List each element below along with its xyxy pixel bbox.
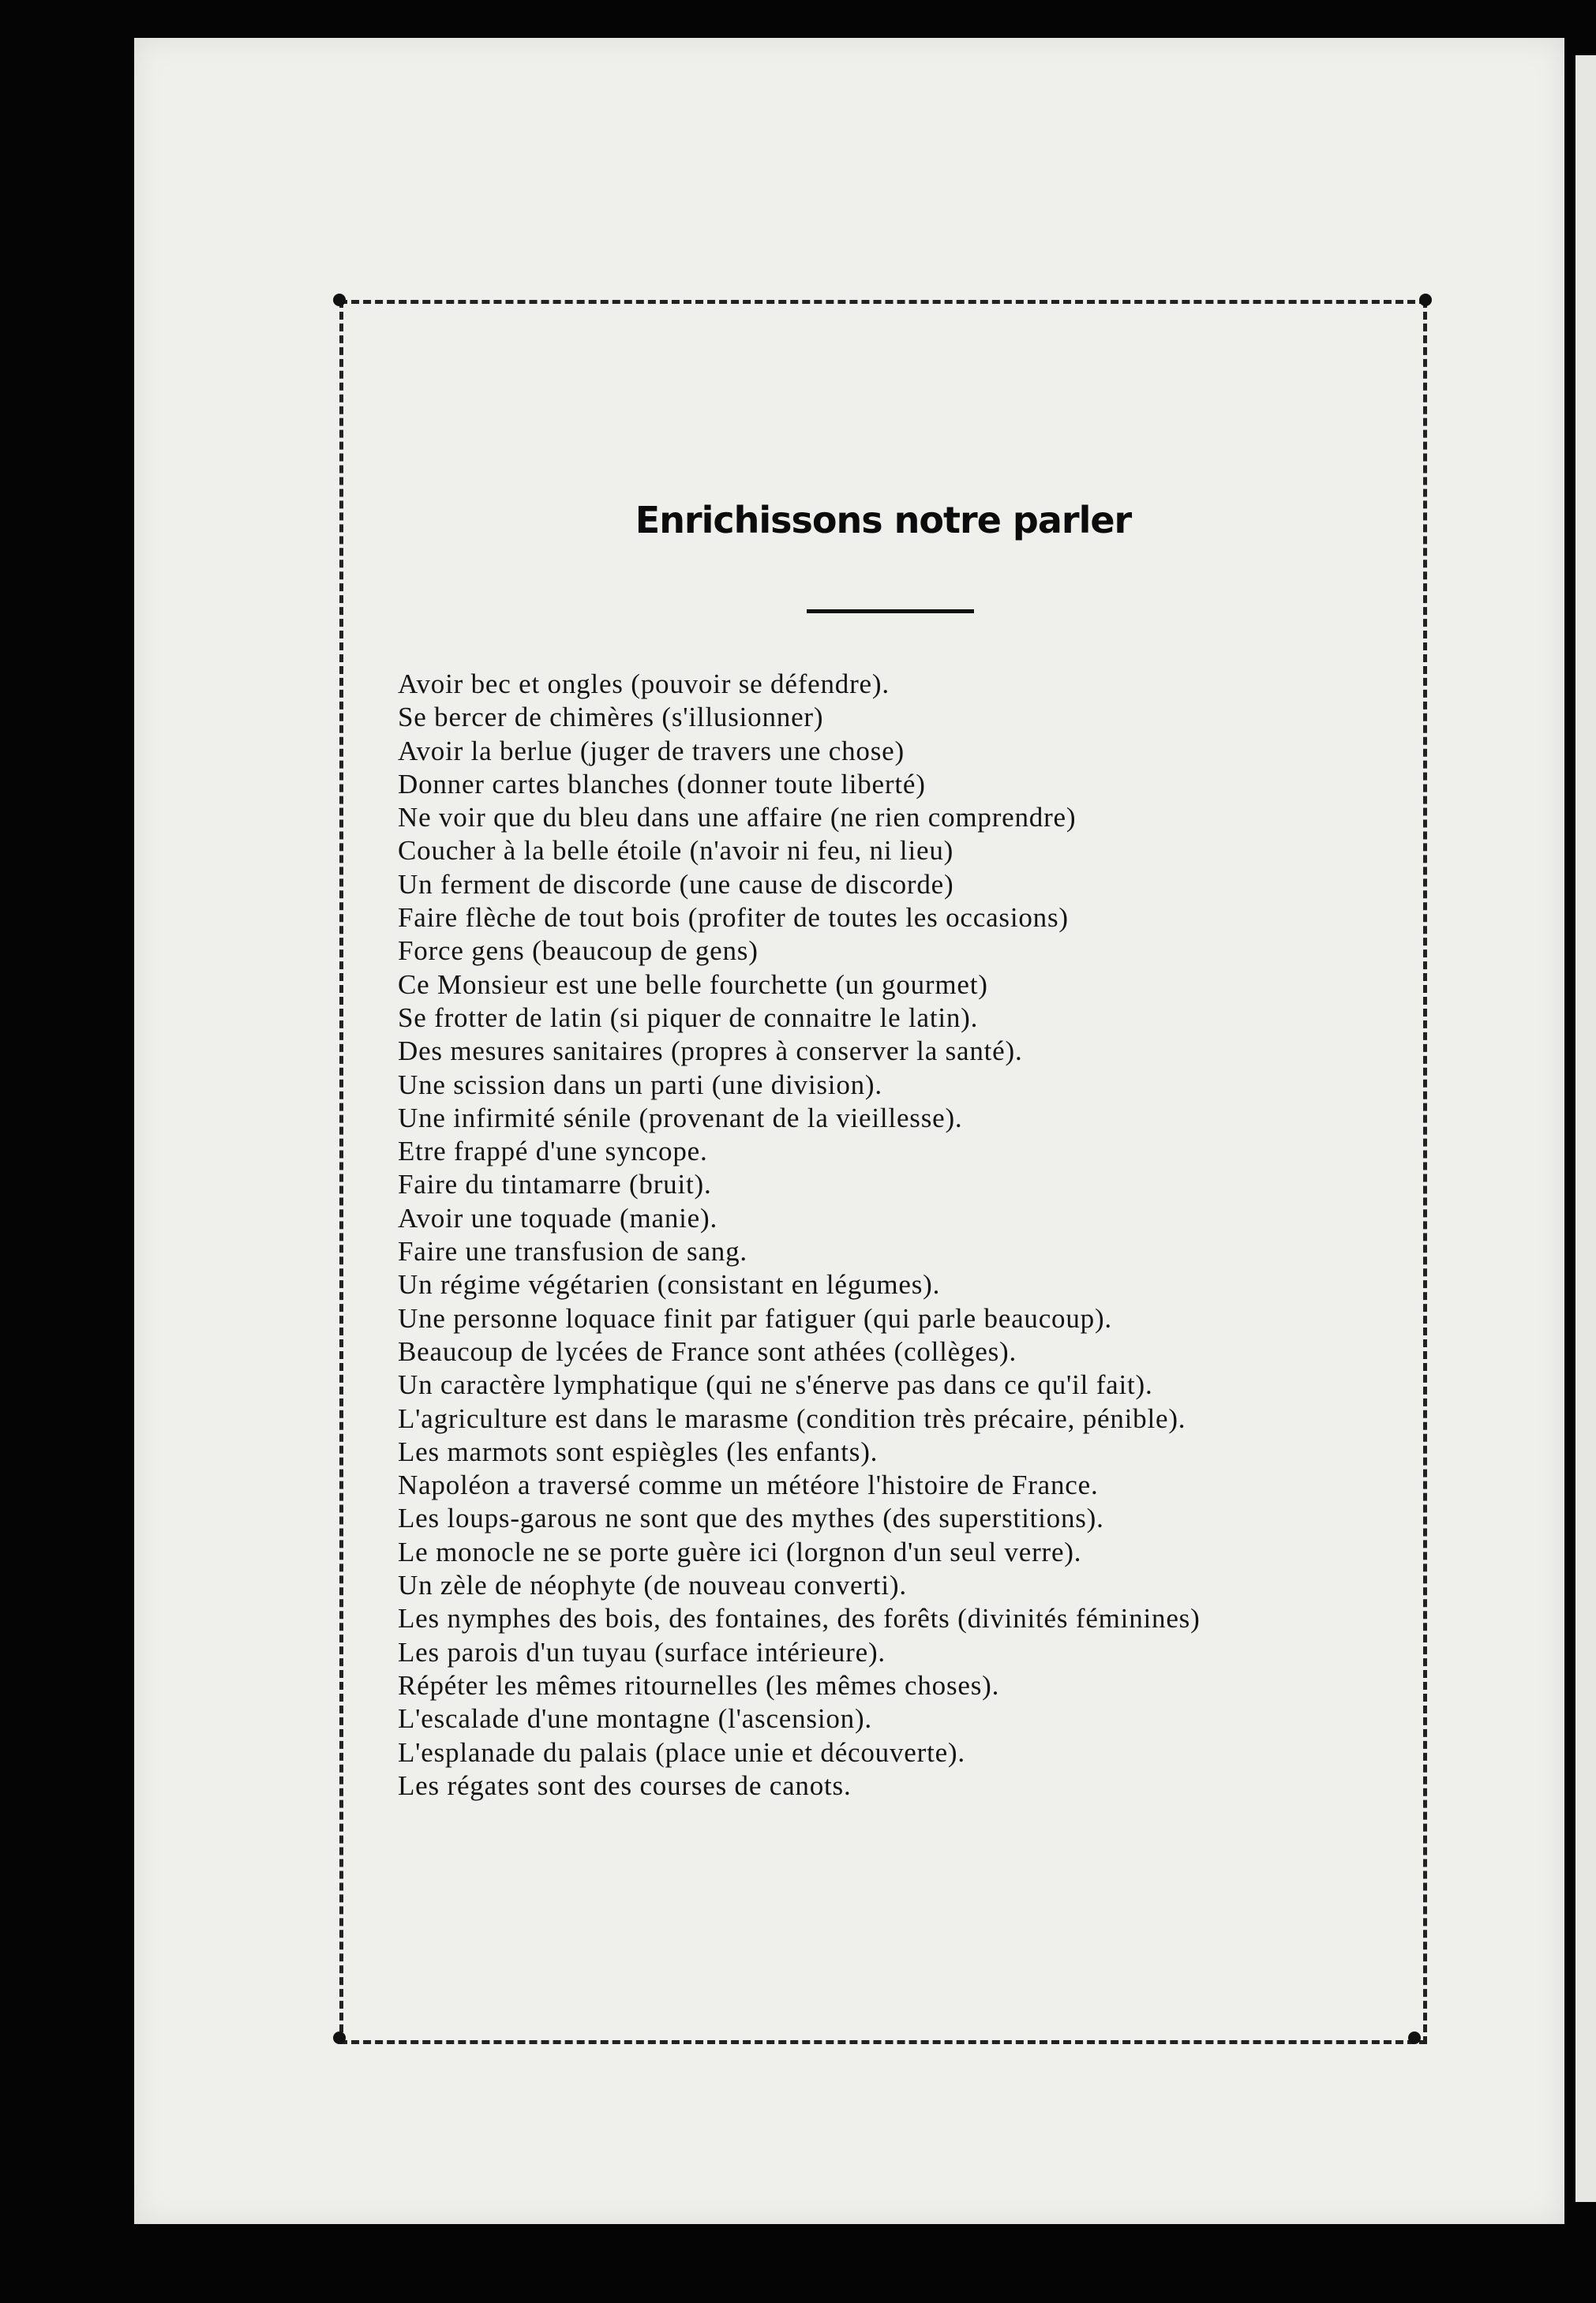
- expression-line: Se bercer de chimères (s'illusionner): [398, 702, 824, 733]
- expression-line: Faire flèche de tout bois (profiter de toutes les occasions): [398, 902, 1069, 934]
- expression-line: Se frotter de latin (si piquer de connaitre le latin).: [398, 1002, 979, 1033]
- corner-ornament: [1408, 2032, 1421, 2044]
- corner-ornament: [1419, 294, 1432, 306]
- expression-line: Force gens (beaucoup de gens): [398, 935, 759, 967]
- expression-line: Faire une transfusion de sang.: [398, 1236, 747, 1268]
- expression-line: Ce Monsieur est une belle fourchette (un gourmet): [398, 968, 988, 1000]
- expression-line: Faire du tintamarre (bruit).: [398, 1169, 712, 1200]
- expression-line: Avoir une toquade (manie).: [398, 1202, 718, 1234]
- expression-line: Une scission dans un parti (une division).: [398, 1069, 882, 1100]
- expression-list: [398, 668, 1416, 1803]
- page-title: Enrichissons notre parler: [635, 499, 1132, 541]
- expression-line: Le monocle ne se porte guère ici (lorgnon d'un seul verre).: [398, 1536, 1082, 1567]
- expression-line: Napoléon a traversé comme un météore l'histoire de France.: [398, 1470, 1099, 1501]
- expression-line: Les nymphes des bois, des fontaines, des forêts (divinités féminines): [398, 1603, 1201, 1635]
- expression-line: Un ferment de discorde (une cause de discorde): [398, 868, 954, 900]
- expression-line: Un caractère lymphatique (qui ne s'énerve pas dans ce qu'il fait).: [398, 1369, 1153, 1401]
- title-underline: [807, 609, 974, 613]
- expression-line: Des mesures sanitaires (propres à conserver la santé).: [398, 1035, 1023, 1067]
- corner-ornament: [333, 2032, 346, 2044]
- expression-line: Coucher à la belle étoile (n'avoir ni feu, ni lieu): [398, 835, 954, 867]
- expression-line: Les loups-garous ne sont que des mythes (des superstitions).: [398, 1503, 1104, 1534]
- expression-line: L'esplanade du palais (place unie et découverte).: [398, 1736, 965, 1768]
- expression-line: Un zèle de néophyte (de nouveau converti).: [398, 1570, 907, 1601]
- expression-line: L'escalade d'une montagne (l'ascension).: [398, 1703, 872, 1735]
- adjacent-page-edge: [1575, 55, 1596, 2202]
- expression-line: Les marmots sont espiègles (les enfants).: [398, 1436, 879, 1467]
- corner-ornament: [333, 294, 346, 306]
- expression-line: Une infirmité sénile (provenant de la vieillesse).: [398, 1102, 963, 1133]
- expression-line: Un régime végétarien (consistant en légumes).: [398, 1269, 941, 1301]
- expression-line: Répéter les mêmes ritournelles (les mêmes choses).: [398, 1669, 1000, 1701]
- expression-line: Etre frappé d'une syncope.: [398, 1136, 708, 1167]
- expression-line: Avoir bec et ongles (pouvoir se défendre).: [398, 668, 890, 699]
- expression-line: Les régates sont des courses de canots.: [398, 1769, 852, 1801]
- expression-line: Ne voir que du bleu dans une affaire (ne rien comprendre): [398, 802, 1077, 833]
- expression-line: Les parois d'un tuyau (surface intérieure).: [398, 1636, 886, 1668]
- expression-line: L'agriculture est dans le marasme (condition très précaire, pénible).: [398, 1402, 1186, 1434]
- expression-line: Beaucoup de lycées de France sont athées (collèges).: [398, 1335, 1017, 1367]
- expression-line: Avoir la berlue (juger de travers une chose): [398, 735, 905, 766]
- expression-line: Donner cartes blanches (donner toute liberté): [398, 768, 926, 799]
- expression-line: Une personne loquace finit par fatiguer (qui parle beaucoup).: [398, 1302, 1112, 1334]
